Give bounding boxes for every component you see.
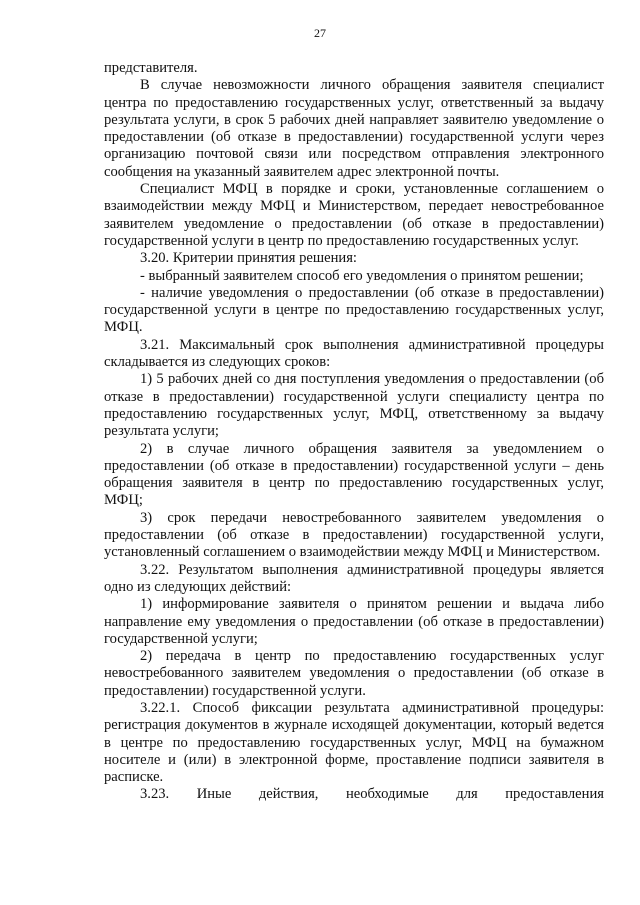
result-item-2: 2) передача в центр по предоставлению государственных услуг невостребованного заявителем уведомления о предоставлении (об отказе в предоставлении) государственной услуги. [104,648,604,699]
criteria-item-1: - выбранный заявителем способ его уведомления о принятом решении; [140,267,584,284]
paragraph-mfc-transfer: Специалист МФЦ в порядке и сроки, установленные соглашением о взаимодействии между МФЦ и Министерством, передает невостребованное заявителем уведомление о предоставлении (об отказе в предоставлении) государственной услуги в центр по предоставлению государственных услуг. [104,181,604,249]
section-3-22-heading: 3.22. Результатом выполнения административной процедуры является одно из следующих действий: [104,561,604,595]
document-body [104,60,604,804]
page-number: 27 [314,26,326,40]
paragraph-continuation: представителя. [104,60,198,76]
criteria-item-2: - наличие уведомления о предоставлении (об отказе в предоставлении) государственной услуги в центре по предоставлению государственных услуг, МФЦ. [104,284,604,336]
section-3-20-heading: 3.20. Критерии принятия решения: [140,250,357,267]
term-item-1: 1) 5 рабочих дней со дня поступления уведомления о предоставлении (об отказе в предоставлении) государственной услуги специалисту центра по предоставлению государственных услуг, МФЦ, ответственному за выдачу результата услуги; [104,371,604,440]
section-3-23: 3.23. Иные действия, необходимые для предоставления [140,786,604,803]
section-3-22-1: 3.22.1. Способ фиксации результата административной процедуры: регистрация документов в журнале исходящей документации, который ведется в центре по предоставлению государственных услуг, МФЦ на бумажном носителе и (или) в электронной форме, проставление подписи заявителя в расписке. [104,699,604,786]
section-3-21-heading: 3.21. Максимальный срок выполнения административной процедуры складывается из следующих сроков: [104,336,604,371]
paragraph-mail-notification: В случае невозможности личного обращения заявителя специалист центра по предоставлению государственных услуг, ответственный за выдачу результата услуги, в срок 5 рабочих дней направляет заявителю уведомление о предоставлении (об отказе в предоставлении) государственной услуги через организацию почтовой связи или посредством отправления электронного сообщения на указанный заявителем адрес электронной почты. [104,77,604,180]
term-item-2: 2) в случае личного обращения заявителя за уведомлением о предоставлении (об отказе в предоставлении) государственной услуги – день обращения заявителя в центр по предоставлению государственных услуг, МФЦ; [104,440,604,509]
term-item-3: 3) срок передачи невостребованного заявителем уведомления о предоставлении (об отказе в предоставлении) государственной услуги, установленный соглашением о взаимодействии между МФЦ и Министерством. [104,509,604,561]
result-item-1: 1) информирование заявителя о принятом решении и выдача либо направление ему уведомления о предоставлении (об отказе в предоставлении) государственной услуги; [104,596,604,647]
